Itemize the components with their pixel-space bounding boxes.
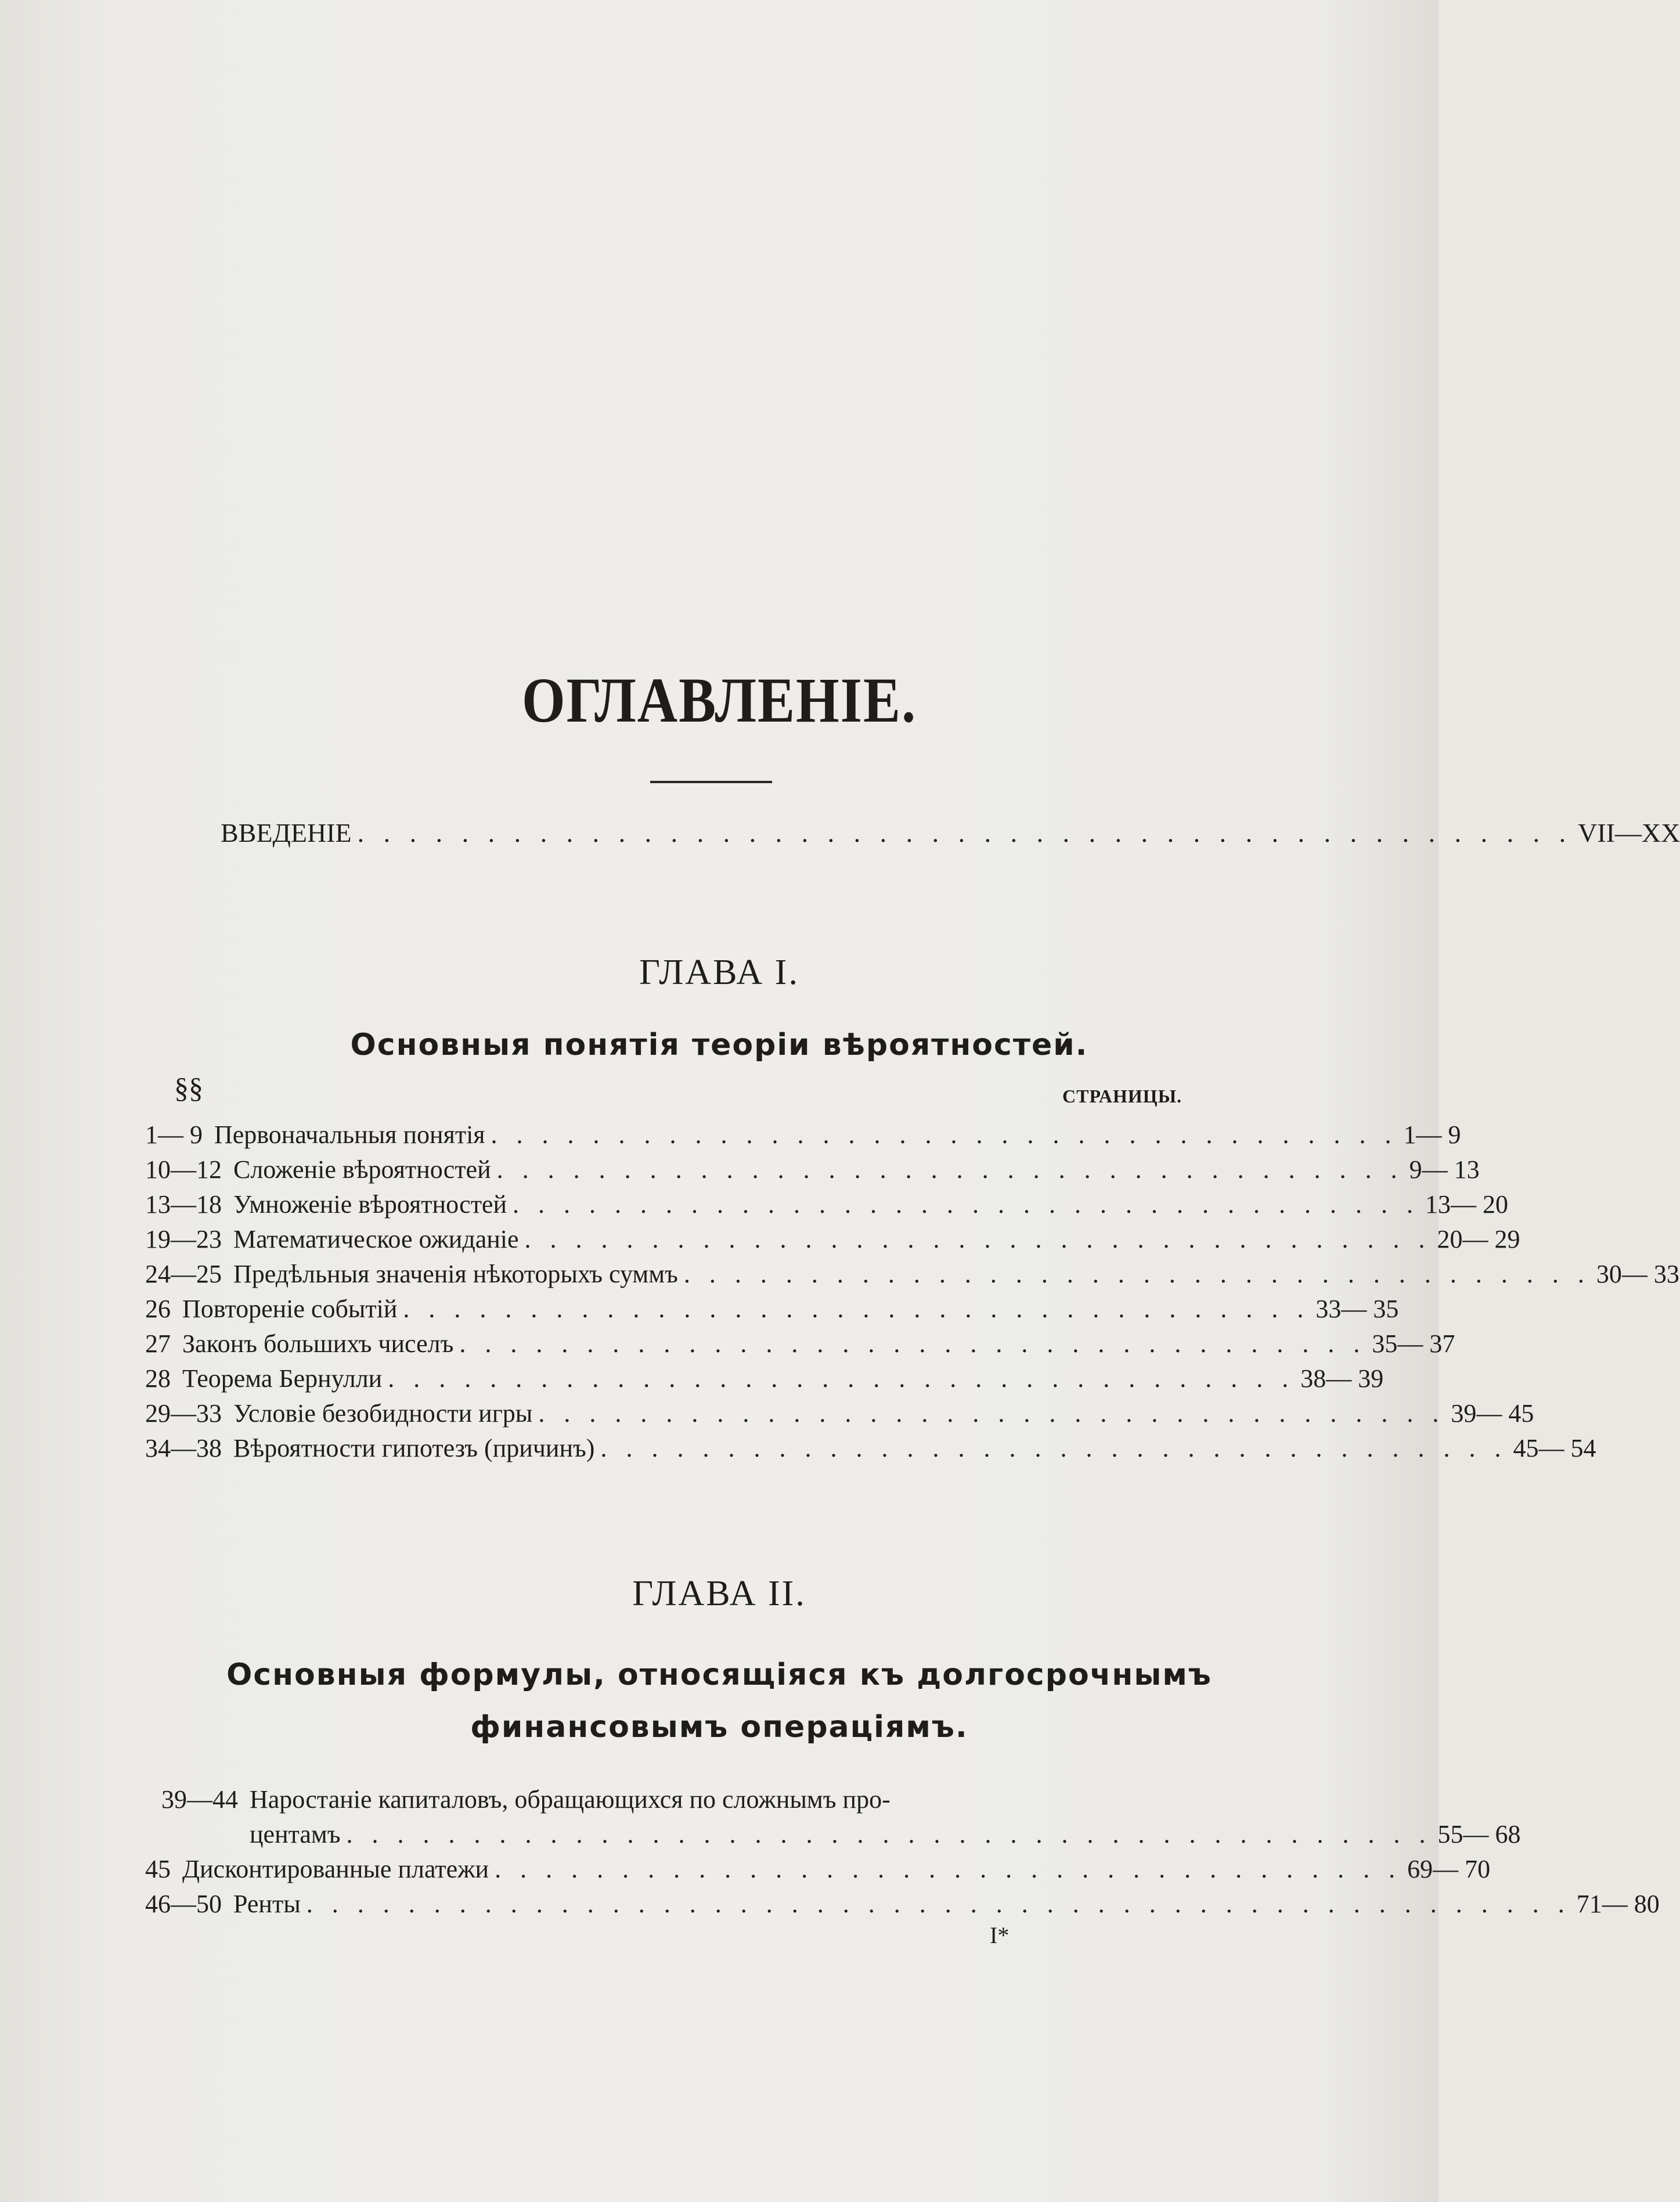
section-range: 27 (145, 1329, 171, 1358)
page-range: 30— 33 (1596, 1260, 1679, 1288)
section-range: 19—23 (145, 1225, 222, 1253)
chapter2-subtitle-line1: Основныя формулы, относящіяся къ долгосрочнымъ (226, 1657, 1212, 1692)
entry-title: Повтореніе событій (182, 1295, 398, 1323)
section-range: 10—12 (145, 1155, 222, 1184)
leader-dots: . . . . . . . . . . . . . . . . . . . . . . . . . . . . . . . . . . . . (495, 1855, 1402, 1883)
leader-dots: . . . . . . . . . . . . . . . . . . . . . . . . . . . . . . . . . . . . (496, 1155, 1404, 1184)
entry-title: Математическое ожиданіе (233, 1225, 519, 1253)
introduction-label: ВВЕДЕНІЕ (221, 818, 352, 848)
toc-row[interactable] (145, 1396, 1534, 1431)
section-range: 24—25 (145, 1260, 222, 1288)
section-range: 46—50 (145, 1890, 222, 1918)
toc-row-continuation[interactable] (250, 1817, 1521, 1852)
leader-dots: . . . . . . . . . . . . . . . . . . . . . . . . . . . . . . . . . . . . . . . . . . . . . . . (357, 818, 1573, 848)
leader-dots: . . . . . . . . . . . . . . . . . . . . . . . . . . . . . . . . . . . . (491, 1120, 1398, 1149)
entry-title: Умноженіе вѣроятностей (233, 1190, 507, 1219)
toc-row[interactable] (145, 1887, 1660, 1922)
entry-title: Условіе безобидности игры (233, 1399, 533, 1428)
entry-title: Теорема Бернулли (182, 1364, 383, 1393)
section-range: 28 (145, 1364, 171, 1393)
entry-title: Предѣльныя значенія нѣкоторыхъ суммъ (233, 1260, 678, 1288)
page-range: 9— 13 (1409, 1155, 1480, 1184)
page-range: 39— 45 (1451, 1399, 1534, 1428)
toc-row[interactable] (145, 1187, 1509, 1222)
toc-row[interactable] (145, 1292, 1399, 1327)
toc-row[interactable] (145, 1327, 1455, 1361)
entry-title: Вѣроятности гипотезъ (причинъ) (233, 1434, 595, 1462)
leader-dots: . . . . . . . . . . . . . . . . . . . . . . . . . . . . . . . . . . . . (403, 1295, 1310, 1323)
leader-dots: . . . . . . . . . . . . . . . . . . . . . . . . . . . . . . . . . . . . . . . . . . . . . . . . . . (306, 1890, 1571, 1918)
section-range: 45 (145, 1855, 171, 1883)
introduction-pages: VII—XX (1578, 818, 1680, 848)
leader-dots: . . . . . . . . . . . . . . . . . . . . . . . . . . . . . . . . . . . . (683, 1260, 1591, 1288)
section-range: 26 (145, 1295, 171, 1323)
section-range: 29—33 (145, 1399, 222, 1428)
page-range: 20— 29 (1437, 1225, 1520, 1253)
leader-dots: . . . . . . . . . . . . . . . . . . . . . . . . . . . . . . . . . . . . (538, 1399, 1445, 1428)
page-range: 35— 37 (1372, 1329, 1455, 1358)
page-title: ОГЛАВЛЕНІЕ. (521, 664, 917, 736)
page-range: 71— 80 (1576, 1890, 1660, 1918)
folio-signature: I* (990, 1922, 1010, 1948)
toc-row[interactable] (145, 1222, 1520, 1257)
leader-dots: . . . . . . . . . . . . . . . . . . . . . . . . . . . . . . . . . . . . (524, 1225, 1432, 1253)
page-range: 55— 68 (1437, 1820, 1521, 1848)
leader-dots: . . . . . . . . . . . . . . . . . . . . . . . . . . . . . . . . . . . . (459, 1329, 1367, 1358)
page-range: 38— 39 (1300, 1364, 1384, 1393)
section-range: 13—18 (145, 1190, 222, 1219)
section-range: 34—38 (145, 1434, 222, 1462)
page-range: 45— 54 (1513, 1434, 1596, 1462)
entry-title: Сложеніе вѣроятностей (233, 1155, 491, 1184)
toc-row[interactable] (145, 1118, 1461, 1152)
entry-title-continuation: центамъ (250, 1820, 341, 1848)
title-divider (650, 781, 772, 783)
section-range: 1— 9 (145, 1120, 203, 1149)
toc-row[interactable] (145, 1782, 1199, 1817)
entry-title: Законъ большихъ чиселъ (182, 1329, 454, 1358)
toc-row[interactable] (145, 1361, 1384, 1396)
introduction-row[interactable] (221, 816, 1680, 850)
toc-row[interactable] (145, 1257, 1679, 1292)
chapter2-heading: ГЛАВА II. (632, 1574, 806, 1613)
leader-dots: . . . . . . . . . . . . . . . . . . . . . . . . . . . . . . . . . . . . . . . . . . . (346, 1820, 1432, 1848)
page-range: 1— 9 (1403, 1120, 1461, 1149)
toc-row[interactable] (145, 1852, 1491, 1887)
section-range: 39—44 (161, 1785, 238, 1814)
sections-column-header: §§ (174, 1072, 203, 1104)
chapter1-heading: ГЛАВА I. (639, 953, 799, 992)
entry-title: Первоначальныя понятія (214, 1120, 485, 1149)
leader-dots: . . . . . . . . . . . . . . . . . . . . . . . . . . . . . . . . . . . . (600, 1434, 1508, 1462)
page-range: 13— 20 (1425, 1190, 1509, 1219)
page-range: 69— 70 (1407, 1855, 1491, 1883)
entry-title: Ренты (233, 1890, 301, 1918)
chapter2-subtitle-line2: финансовымъ операціямъ. (470, 1710, 968, 1745)
entry-title: Дисконтированные платежи (182, 1855, 489, 1883)
chapter1-subtitle: Основныя понятія теоріи вѣроятностей. (350, 1028, 1088, 1062)
entry-title: Наростаніе капиталовъ, обращающихся по сложнымъ про- (250, 1785, 891, 1814)
leader-dots: . . . . . . . . . . . . . . . . . . . . . . . . . . . . . . . . . . . . (388, 1364, 1295, 1393)
page-range: 33— 35 (1315, 1295, 1399, 1323)
toc-row[interactable] (145, 1431, 1596, 1466)
toc-row[interactable] (145, 1152, 1480, 1187)
pages-column-header: СТРАНИЦЫ. (1062, 1086, 1183, 1107)
leader-dots: . . . . . . . . . . . . . . . . . . . . . . . . . . . . . . . . . . . . (513, 1190, 1420, 1219)
